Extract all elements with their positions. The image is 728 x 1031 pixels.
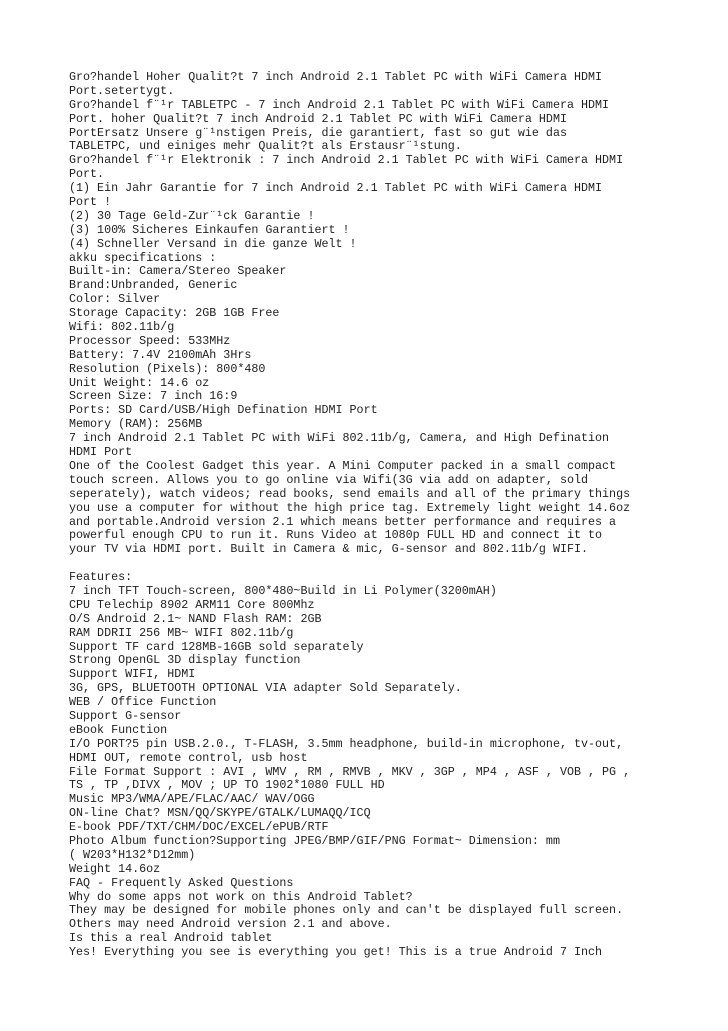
text-line: Port. hoher Qualit?t 7 inch Android 2.1 Tablet PC with WiFi Camera HDMI: [69, 111, 567, 126]
text-line: Brand:Unbranded, Generic: [69, 278, 238, 293]
text-line: PortErsatz Unsere g¨¹nstigen Preis, die garantiert, fast so gut wie das: [69, 125, 567, 140]
text-line: Port !: [69, 195, 112, 210]
text-line: One of the Coolest Gadget this year. A Mini Computer packed in a small compact: [69, 458, 617, 473]
text-line: eBook Function: [69, 722, 168, 737]
text-line: Support TF card 128MB-16GB sold separately: [69, 639, 364, 654]
text-line: (2) 30 Tage Geld-Zur¨¹ck Garantie !: [69, 208, 315, 223]
text-line: Why do some apps not work on this Android Tablet?: [69, 889, 413, 904]
text-line: Battery: 7.4V 2100mAh 3Hrs: [69, 347, 252, 362]
text-line: Ports: SD Card/USB/High Defination HDMI Port: [69, 403, 378, 418]
text-line: seperately), watch videos; read books, send emails and all of the primary things: [69, 486, 631, 501]
text-line: 7 inch TFT Touch-screen, 800*480~Build in Li Polymer(3200mAH): [69, 583, 497, 598]
text-line: WEB / Office Function: [69, 695, 217, 710]
text-line: File Format Support : AVI , WMV , RM , RMVB , MKV , 3GP , MP4 , ASF , VOB , PG ,: [69, 764, 631, 779]
text-line: Gro?handel Hoher Qualit?t 7 inch Android 2.1 Tablet PC with WiFi Camera HDMI: [69, 70, 603, 84]
text-line: powerful enough CPU to run it. Runs Video at 1080p FULL HD and connect it to: [69, 528, 603, 543]
text-line: 3G, GPS, BLUETOOTH OPTIONAL VIA adapter Sold Separately.: [69, 681, 462, 696]
text-line: 7 inch Android 2.1 Tablet PC with WiFi 802.11b/g, Camera, and High Defination: [69, 431, 610, 446]
text-line: Processor Speed: 533MHz: [69, 333, 231, 348]
text-line: HDMI Port: [69, 445, 133, 460]
text-line: you use a computer for without the high price tag. Extremely light weight 14.6oz: [69, 500, 631, 515]
text-line: your TV via HDMI port. Built in Camera & mic, G-sensor and 802.11b/g WIFI.: [69, 542, 589, 557]
text-line: (1) Ein Jahr Garantie for 7 inch Android 2.1 Tablet PC with WiFi Camera HDMI: [69, 181, 603, 196]
text-line: Yes! Everything you see is everything you get! This is a true Android 7 Inch: [69, 945, 603, 960]
text-line: TS , TP ,DIVX , MOV ; UP TO 1902*1080 FULL HD: [69, 778, 385, 793]
text-line: CPU Telechip 8902 ARM11 Core 800Mhz: [69, 597, 315, 612]
text-line: FAQ - Frequently Asked Questions: [69, 875, 294, 890]
text-line: Unit Weight: 14.6 oz: [69, 375, 210, 390]
text-line: Features:: [69, 570, 133, 585]
text-line: Music MP3/WMA/APE/FLAC/AAC/ WAV/OGG: [69, 792, 315, 807]
text-line: They may be designed for mobile phones only and can't be displayed full screen.: [69, 903, 624, 918]
text-line: ( W203*H132*D12mm): [69, 847, 196, 862]
text-line: Port.setertygt.: [69, 83, 175, 98]
text-line: Others may need Android version 2.1 and above.: [69, 917, 392, 932]
text-line: akku specifications :: [69, 250, 217, 265]
text-line: Gro?handel f¨¹r Elektronik : 7 inch Android 2.1 Tablet PC with WiFi Camera HDMI: [69, 153, 624, 168]
text-line: Support WIFI, HDMI: [69, 667, 196, 682]
text-line: (3) 100% Sicheres Einkaufen Garantiert !: [69, 222, 350, 237]
text-line: Weight 14.6oz: [69, 861, 161, 876]
text-line: Screen Size: 7 inch 16:9: [69, 389, 238, 404]
text-line: Port.: [69, 167, 105, 182]
text-line: Resolution (Pixels): 800*480: [69, 361, 266, 376]
text-line: TABLETPC, und einiges mehr Qualit?t als Erstausr¨¹stung.: [69, 139, 462, 154]
text-line: touch screen. Allows you to go online via Wifi(3G via add on adapter, sold: [69, 472, 589, 487]
text-line: Gro?handel f¨¹r TABLETPC - 7 inch Android 2.1 Tablet PC with WiFi Camera HDMI: [69, 97, 610, 112]
blank-line: [69, 557, 719, 571]
text-line: O/S Android 2.1~ NAND Flash RAM: 2GB: [69, 611, 322, 626]
text-line: (4) Schneller Versand in die ganze Welt !: [69, 236, 357, 251]
text-line: Color: Silver: [69, 292, 161, 307]
text-line: E-book PDF/TXT/CHM/DOC/EXCEL/ePUB/RTF: [69, 820, 329, 835]
text-line: HDMI OUT, remote control, usb host: [69, 750, 308, 765]
text-line: Photo Album function?Supporting JPEG/BMP/GIF/PNG Format~ Dimension: mm: [69, 833, 560, 848]
text-line: RAM DDRII 256 MB~ WIFI 802.11b/g: [69, 625, 294, 640]
text-line: Is this a real Android tablet: [69, 931, 273, 946]
text-line: Strong OpenGL 3D display function: [69, 653, 301, 668]
text-line: Memory (RAM): 256MB: [69, 417, 203, 432]
text-line: Support G-sensor: [69, 708, 182, 723]
document-body: [69, 71, 719, 960]
text-line: ON-line Chat? MSN/QQ/SKYPE/GTALK/LUMAQQ/ICQ: [69, 806, 371, 821]
text-line: and portable.Android version 2.1 which means better performance and requires a: [69, 514, 617, 529]
text-line: I/O PORT?5 pin USB.2.0., T-FLASH, 3.5mm headphone, build-in microphone, tv-out,: [69, 736, 624, 751]
text-line: Storage Capacity: 2GB 1GB Free: [69, 306, 280, 321]
text-line: Built-in: Camera/Stereo Speaker: [69, 264, 287, 279]
text-line: Wifi: 802.11b/g: [69, 320, 175, 335]
